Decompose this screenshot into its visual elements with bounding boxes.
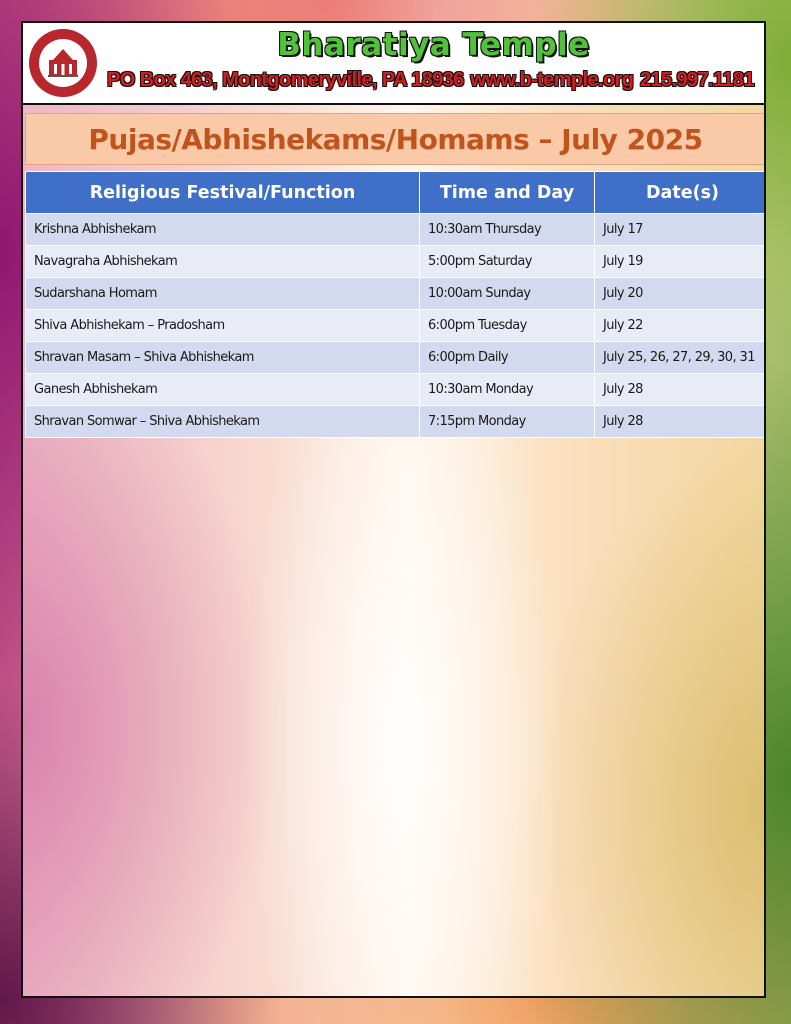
time-cell: 5:00pm Saturday: [420, 246, 595, 278]
time-cell: 10:00am Sunday: [420, 278, 595, 310]
temple-header: [23, 23, 764, 105]
function-cell: Sudarshana Homam: [26, 278, 420, 310]
date-cell: July 28: [595, 374, 767, 406]
page-frame: [21, 21, 766, 998]
date-cell: July 22: [595, 310, 767, 342]
function-cell: Shravan Masam – Shiva Abhishekam: [26, 342, 420, 374]
temple-website[interactable]: www.b-temple.org: [470, 69, 634, 91]
schedule-title: Pujas/Abhishekams/Homams – July 2025: [25, 113, 766, 165]
temple-phone: 215.997.1181: [639, 69, 754, 91]
temple-title: Bharatiya Temple: [277, 27, 590, 63]
column-header-time: Time and Day: [420, 172, 595, 214]
time-cell: 10:30am Monday: [420, 374, 595, 406]
time-cell: 6:00pm Daily: [420, 342, 595, 374]
date-cell: July 19: [595, 246, 767, 278]
column-header-dates: Date(s): [595, 172, 767, 214]
temple-address: PO Box 463, Montgomeryville, PA 18936: [107, 69, 464, 91]
table-row: [26, 406, 767, 438]
table-row: [26, 374, 767, 406]
function-cell: Shiva Abhishekam – Pradosham: [26, 310, 420, 342]
time-cell: 7:15pm Monday: [420, 406, 595, 438]
table-row: [26, 278, 767, 310]
table-row: [26, 214, 767, 246]
table-row: [26, 246, 767, 278]
table-row: [26, 310, 767, 342]
function-cell: Shravan Somwar – Shiva Abhishekam: [26, 406, 420, 438]
date-cell: July 20: [595, 278, 767, 310]
column-header-function: Religious Festival/Function: [26, 172, 420, 214]
schedule-table: [25, 171, 766, 438]
time-cell: 10:30am Thursday: [420, 214, 595, 246]
function-cell: Ganesh Abhishekam: [26, 374, 420, 406]
table-row: [26, 342, 767, 374]
function-cell: Krishna Abhishekam: [26, 214, 420, 246]
date-cell: July 17: [595, 214, 767, 246]
date-cell: July 25, 26, 27, 29, 30, 31: [595, 342, 767, 374]
function-cell: Navagraha Abhishekam: [26, 246, 420, 278]
time-cell: 6:00pm Tuesday: [420, 310, 595, 342]
table-header-row: [26, 172, 767, 214]
contact-line: [107, 69, 754, 92]
temple-seal-icon: [29, 29, 97, 97]
date-cell: July 28: [595, 406, 767, 438]
